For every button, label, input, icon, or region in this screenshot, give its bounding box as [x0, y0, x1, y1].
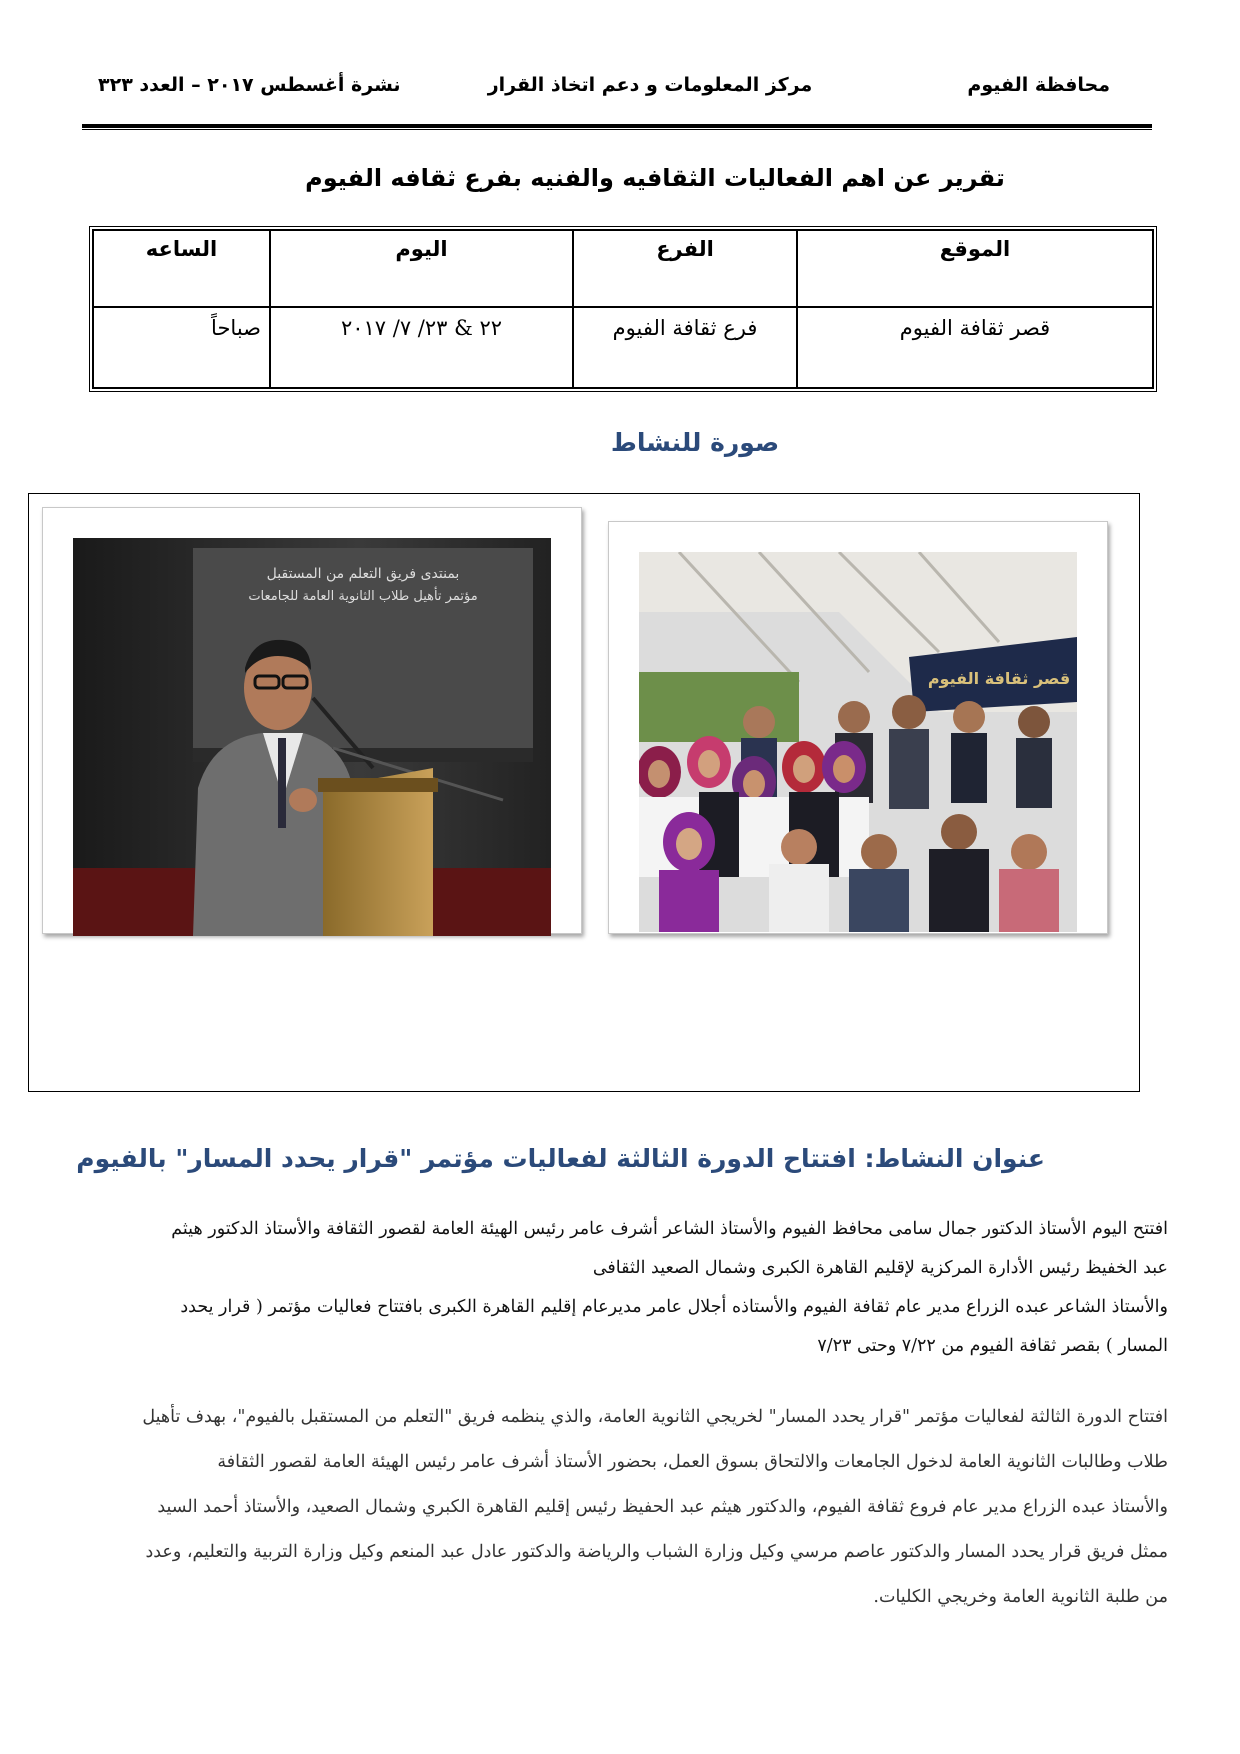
banner-line-2: مؤتمر تأهيل طلاب الثانوية العامة للجامعات: [248, 589, 478, 604]
paragraph-line: من طلبة الثانوية العامة وخريجي الكليات.: [873, 1587, 1168, 1607]
header-divider: [82, 124, 1152, 128]
paragraph-line: ممثل فريق قرار يحدد المسار والدكتور عاصم مرسي وكيل وزارة الشباب والرياضة والدكتور عادل عبد المنعم وكيل وزارة التربية والتعليم، وعدد: [145, 1542, 1168, 1562]
group-photo: [639, 552, 1077, 932]
header-time: الساعه: [93, 230, 270, 307]
cell-time: صباحاً: [93, 307, 270, 388]
header-governorate: محافظة الفيوم: [967, 74, 1110, 96]
photo-section-heading: صورة للنشاط: [610, 428, 780, 457]
photo-frame: [28, 493, 1140, 1092]
cell-location: قصر ثقافة الفيوم: [797, 307, 1153, 388]
cell-day: ٢٢ & ٢٣/ ٧/ ٢٠١٧: [270, 307, 573, 388]
building-sign-text: قصر ثقافة الفيوم: [927, 669, 1071, 688]
paragraph-line: افتتاح الدورة الثالثة لفعاليات مؤتمر "قرار يحدد المسار" لخريجي الثانوية العامة، والذي ينظمه فريق "التعلم من المستقبل بالفيوم"، بهدف تأهيل: [142, 1407, 1168, 1427]
header-center-name: مركز المعلومات و دعم اتخاذ القرار: [487, 74, 813, 96]
paragraph-line: والأستاذ الشاعر عبده الزراع مدير عام ثقافة الفيوم والأستاذه أجلال عامر مديرعام إقليم القاهرة الكبرى بافتتاح فعاليات مؤتمر ( قرار يحدد: [180, 1297, 1168, 1317]
activity-title: عنوان النشاط: افتتاح الدورة الثالثة لفعاليات مؤتمر "قرار يحدد المسار" بالفيوم: [76, 1144, 1045, 1173]
report-title: تقرير عن اهم الفعاليات الثقافيه والفنيه بفرع ثقافه الفيوم: [305, 164, 1005, 192]
header-day: اليوم: [270, 230, 573, 307]
paragraph-line: المسار ) بقصر ثقافة الفيوم من ٧/٢٢ وحتى ٧/٢٣: [817, 1336, 1168, 1356]
table-row: [93, 307, 1153, 388]
paragraph-line: والأستاذ عبده الزراع مدير عام فروع ثقافة الفيوم، والدكتور هيثم عبد الحفيظ رئيس إقليم القاهرة الكبري وشمال الصعيد، والأستاذ أحمد السيد: [157, 1497, 1168, 1517]
event-info-table: [92, 229, 1154, 389]
photo-card-group: [608, 521, 1108, 934]
table-header-row: [93, 230, 1153, 307]
paragraph-line: عبد الخفيظ رئيس الأدارة المركزية لإقليم القاهرة الكبرى وشمال الصعيد الثقافى: [592, 1258, 1168, 1278]
photo-card-speaker: [42, 507, 582, 934]
paragraph-line: افتتح اليوم الأستاذ الدكتور جمال سامى محافظ الفيوم والأستاذ الشاعر أشرف عامر رئيس الهيئة العامة لقصور الثقافة والأستاذ الدكتور هيثم: [171, 1219, 1168, 1239]
banner-line-1: بمنتدى فريق التعلم من المستقبل: [266, 566, 460, 582]
header-divider-thin: [82, 129, 1152, 130]
header-location: الموقع: [797, 230, 1153, 307]
paragraph-opening: [78, 1210, 1168, 1366]
header-issue: نشرة أغسطس ٢٠١٧ – العدد ٣٢٣: [98, 74, 401, 96]
header-branch: الفرع: [573, 230, 797, 307]
cell-branch: فرع ثقافة الفيوم: [573, 307, 797, 388]
paragraph-details: [78, 1395, 1168, 1620]
paragraph-line: طلاب وطالبات الثانوية العامة لدخول الجامعات والالتحاق بسوق العمل، بحضور الأستاذ أشرف عامر رئيس الهيئة العامة لقصور الثقافة: [217, 1452, 1168, 1472]
speaker-photo: [73, 538, 551, 936]
